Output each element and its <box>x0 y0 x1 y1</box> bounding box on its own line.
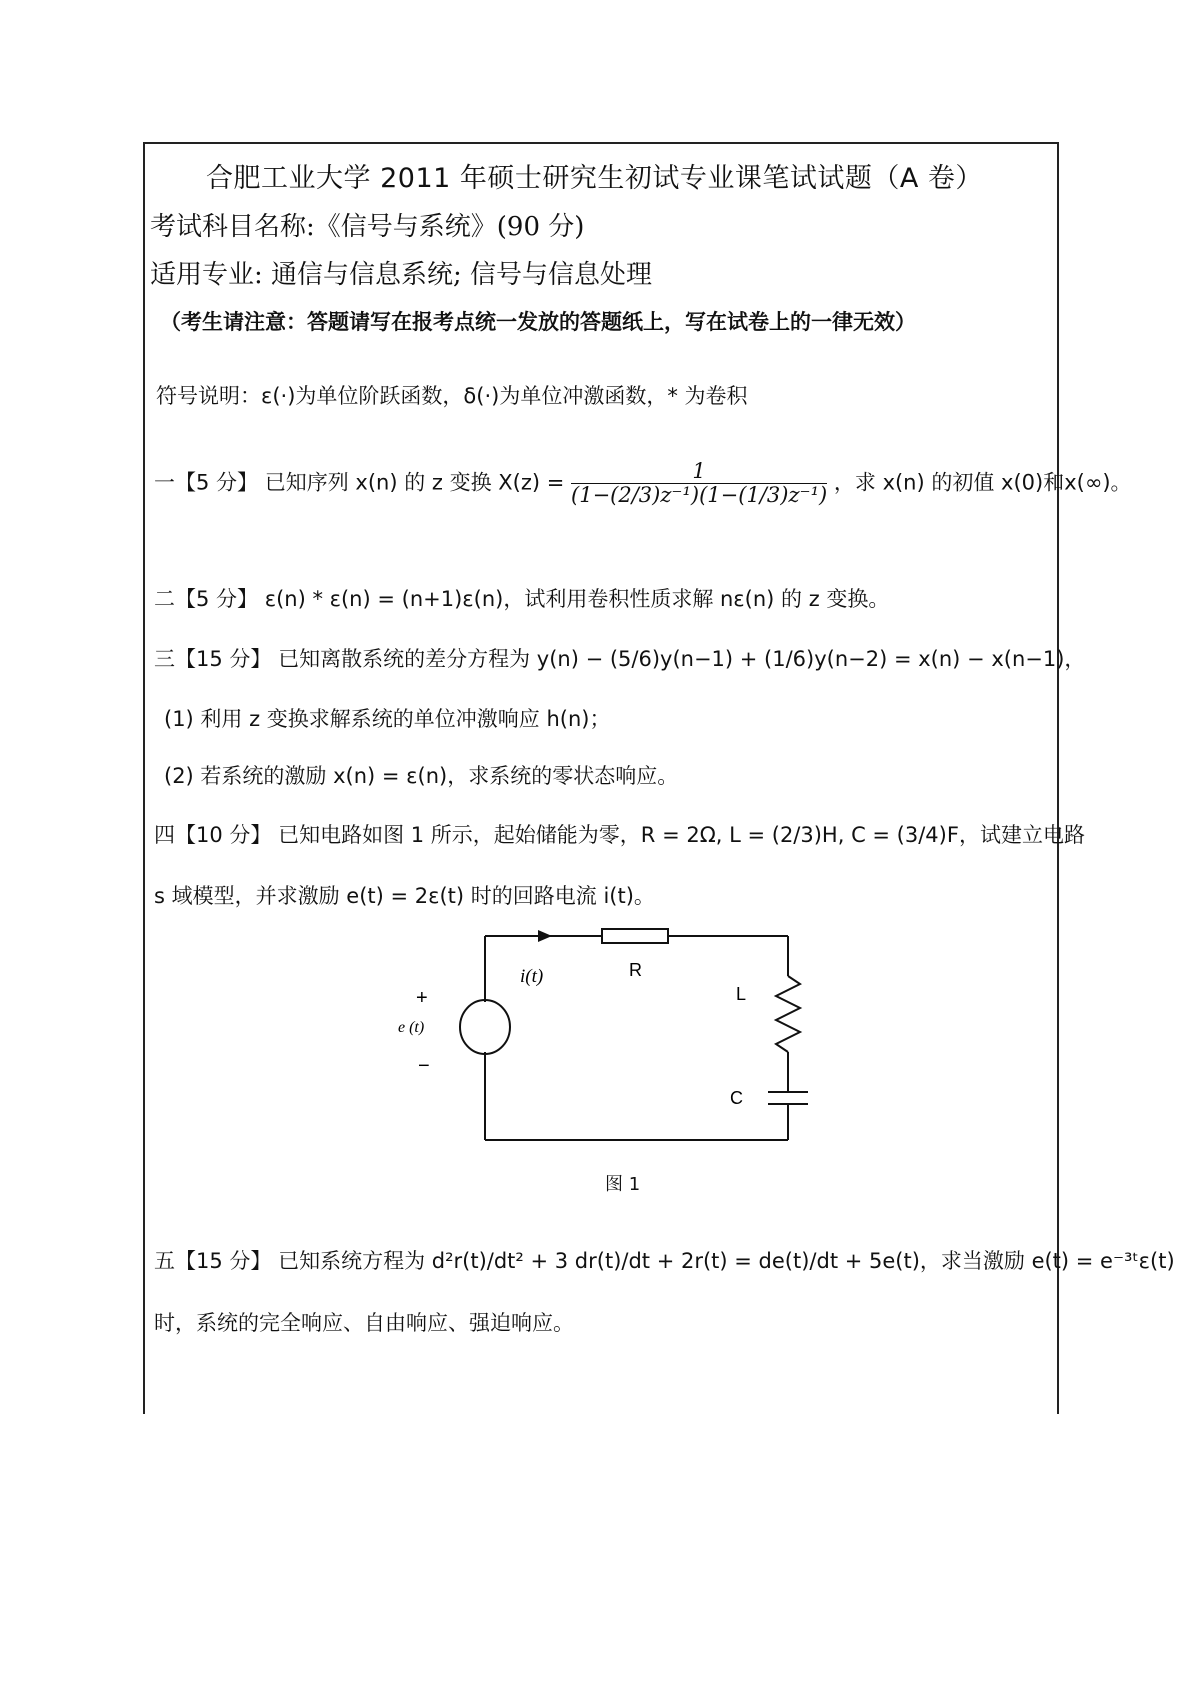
q3-text: 已知离散系统的差分方程为 y(n) − (5/6)y(n−1) + (1/6)y(n−2) = x(n) − x(n−1)， <box>278 647 1086 671</box>
q1-numerator: 1 <box>571 460 827 484</box>
q4-text-b: s 域模型，并求激励 e(t) = 2ε(t) 时的回路电流 i(t)。 <box>154 884 655 908</box>
q3-part-2: (2) 若系统的激励 x(n) = ε(n)，求系统的零状态响应。 <box>164 764 679 788</box>
q5-text-b: 时，系统的完全响应、自由响应、强迫响应。 <box>154 1311 574 1335</box>
exam-notice: （考生请注意：答题请写在报考点统一发放的答题纸上，写在试卷上的一律无效） <box>160 310 916 334</box>
q1-text-b: ，求 x(n) 的初值 x(0)和x(∞)。 <box>833 470 1132 495</box>
exam-subject: 考试科目名称:《信号与系统》(90 分) <box>150 212 585 242</box>
q5-text-a: 已知系统方程为 d²r(t)/dt² + 3 dr(t)/dt + 2r(t) = de(t)/dt + 5e(t)，求当激励 e(t) = e⁻³ᵗε(t) <box>278 1249 1175 1273</box>
q5-label: 五【15 分】 <box>154 1249 272 1273</box>
q3-part-1: (1) 利用 z 变换求解系统的单位冲激响应 h(n)； <box>164 707 611 731</box>
resistor-label: R <box>629 960 642 980</box>
q1-text-a: 已知序列 x(n) 的 z 变换 X(z) = <box>264 470 565 495</box>
question-2 <box>154 583 889 613</box>
question-5 <box>154 1245 1175 1275</box>
question-4 <box>154 819 1085 849</box>
q4-text-a: 已知电路如图 1 所示，起始储能为零，R = 2Ω, L = (2/3)H, C = (3/4)F，试建立电路 <box>278 823 1085 847</box>
symbol-notes: 符号说明：ε(·)为单位阶跃函数，δ(·)为单位冲激函数，* 为卷积 <box>156 384 748 408</box>
current-label: i(t) <box>520 966 544 987</box>
inductor <box>776 976 800 1052</box>
resistor <box>602 929 668 943</box>
exam-title: 合肥工业大学 2011 年硕士研究生初试专业课笔试试题（A 卷） <box>206 163 983 194</box>
figure-caption: 图 1 <box>605 1174 641 1195</box>
question-3 <box>154 643 1085 673</box>
q1-denominator: (1−(2/3)z⁻¹)(1−(1/3)z⁻¹) <box>571 483 828 508</box>
exam-major: 适用专业: 通信与信息系统; 信号与信息处理 <box>150 260 653 290</box>
question-1 <box>154 460 1132 507</box>
q2-label: 二【5 分】 <box>154 587 259 611</box>
inductor-label: L <box>736 984 747 1004</box>
minus-sign: − <box>418 1055 430 1077</box>
q1-label: 一【5 分】 <box>154 470 259 495</box>
q3-label: 三【15 分】 <box>154 647 272 671</box>
current-arrow-icon <box>538 930 552 942</box>
circuit-diagram <box>390 920 830 1190</box>
voltage-source <box>460 1000 510 1054</box>
q2-text: ε(n) * ε(n) = (n+1)ε(n)，试利用卷积性质求解 nε(n) 的 z 变换。 <box>264 587 890 611</box>
q1-fraction <box>571 460 827 507</box>
plus-sign: + <box>416 987 428 1009</box>
q4-label: 四【10 分】 <box>154 823 272 847</box>
capacitor-label: C <box>730 1088 743 1108</box>
source-label: e (t) <box>398 1019 425 1036</box>
